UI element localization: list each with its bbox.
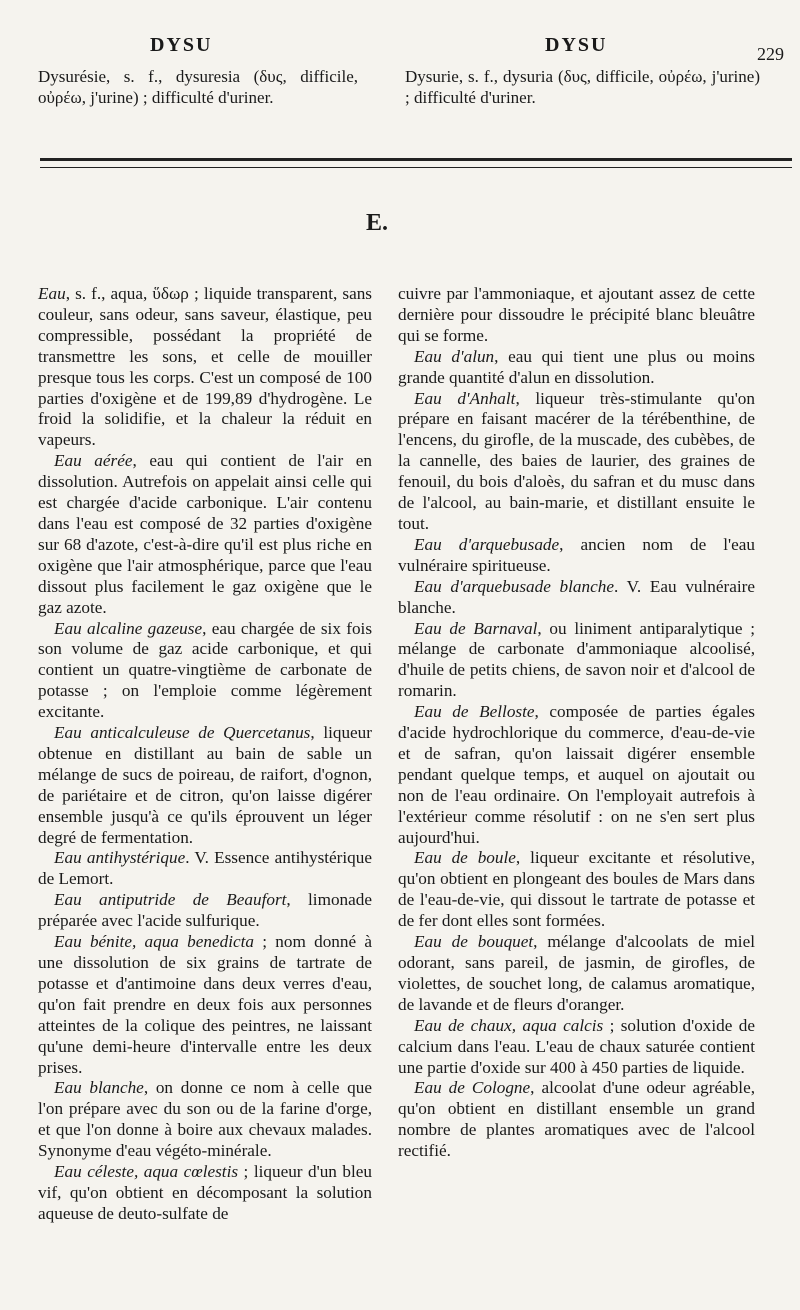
entry-text: , ancien nom de l'eau vulnéraire spiritueuse. xyxy=(398,534,755,575)
entry-headword: Eau antiputride de Beaufort xyxy=(54,890,287,910)
left-column xyxy=(38,284,372,1225)
entry-text: , eau qui tient une plus ou moins grande quantité d'alun en dissolution. xyxy=(398,346,755,387)
dictionary-entry xyxy=(38,848,372,890)
entry-headword: Eau de Belloste xyxy=(414,702,535,722)
entry-text: ; solution d'oxide de calcium dans l'eau. L'eau de chaux saturée contient une partie d'oxide sur 400 à 450 parties de liquide. xyxy=(398,1015,755,1077)
dictionary-entry xyxy=(398,347,755,389)
entry-text: ; liqueur d'un bleu vif, qu'on obtient en décomposant la solution aqueuse de deuto-sulfate de xyxy=(38,1162,372,1223)
dictionary-entry xyxy=(398,577,755,619)
dictionary-entry xyxy=(38,284,372,451)
section-letter: E. xyxy=(366,210,389,236)
dictionary-entry xyxy=(398,1078,755,1162)
entry-text: . V. Essence antihystérique de Lemort. xyxy=(38,848,372,889)
right-column xyxy=(398,284,755,1162)
entry-headword: Eau antihystérique xyxy=(54,848,186,868)
entry-headword: Eau aérée xyxy=(54,451,133,471)
entry-headword: Eau d'Anhalt xyxy=(414,388,516,408)
dictionary-entry xyxy=(38,723,372,848)
entry-text: , limonade préparée avec l'acide sulfurique. xyxy=(38,890,372,931)
entry-headword: Eau de boule xyxy=(414,848,516,868)
dictionary-entry xyxy=(38,1162,372,1225)
dictionary-entry xyxy=(398,619,755,703)
top-entry-left: Dysurésie, s. f., dysuresia (δυς, difficile, οὐρέω, j'urine) ; difficulté d'uriner. xyxy=(38,67,358,107)
dictionary-entry xyxy=(38,890,372,932)
entry-headword: Eau d'arquebusade xyxy=(414,534,560,554)
dictionary-entry xyxy=(398,848,755,932)
entry-text: , eau chargée de six fois son volume de gaz acide carbonique, et qui contient un quatre-vingtième de carbonate de potasse ; on l'emploie comme légèrement excitante. xyxy=(38,618,373,722)
entry-text: , liqueur très-stimulante qu'on prépare en faisant macérer de la térébenthine, de l'encens, du girofle, de la muscade, des cubèbes, de la cannelle, des baies de laurier, des graines de fenouil, du bois d'aloès, du safran et du musc dans de l'alcool, au bain-marie, et distillant ensuite le tout. xyxy=(398,388,755,533)
entry-text: , ou liniment antiparalytique ; mélange de carbonate d'ammoniaque alcoolisé, d'huile de petits chiens, de savon noir et d'alcool de romarin. xyxy=(398,618,755,701)
entry-headword: Eau d'arquebusade blanche xyxy=(414,576,614,596)
entry-headword: Eau d'alun xyxy=(414,346,495,366)
entry-text: , mélange d'alcoolats de miel odorant, sans pareil, de jasmin, de girofles, de violettes, de souchet long, de calamus aromatique, de lavande et de fleurs d'oranger. xyxy=(398,932,755,1014)
top-entry-right: Dysurie, s. f., dysuria (δυς, difficile, οὐρέω, j'urine) ; difficulté d'uriner. xyxy=(405,67,760,107)
entry-text: . V. Eau vulnéraire blanche. xyxy=(398,576,755,617)
entry-headword: Eau bénite, aqua benedicta xyxy=(54,932,254,952)
section-divider xyxy=(40,158,792,168)
dictionary-entry xyxy=(38,932,372,1078)
entry-headword: Eau céleste, aqua cœlestis xyxy=(54,1162,239,1182)
page-number: 229 xyxy=(757,44,784,64)
running-head-left: DYSU xyxy=(150,34,213,56)
entry-text: , composée de parties égales d'acide hydrochlorique du commerce, d'eau-de-vie et de safran, qu'on laissait digérer ensemble pendant quelque temps, et auquel on ajoutait ou non de l'eau ordinaire. On l'employait autrefois à l'extérieur comme résolutif : on ne s'en sert plus aujourd'hui. xyxy=(398,702,755,847)
entry-text: , liqueur obtenue en distillant au bain de sable un mélange de sucs de poireau, de raifort, d'ognon, de pariétaire et de citron, qu'on laisse digérer ensemble jusqu'à ce qu'ils éprouvent un léger degré de fermentation. xyxy=(38,723,373,847)
entry-headword: Eau anticalculeuse de Quercetanus xyxy=(54,723,311,743)
entry-text: , on donne ce nom à celle que l'on prépare avec du son ou de la farine d'orge, et que l'on donne à boire aux chevaux malades. Synonyme d'eau végéto-minérale. xyxy=(38,1078,372,1161)
running-head-right: DYSU xyxy=(545,34,608,56)
entry-headword: Eau alcaline gazeuse xyxy=(54,618,203,638)
dictionary-entry-continued xyxy=(398,284,755,347)
dictionary-entry xyxy=(398,535,755,577)
dictionary-entry xyxy=(398,932,755,1016)
entry-headword: Eau de bouquet xyxy=(414,932,534,952)
entry-text: , s. f., aqua, ὕδωρ ; liquide transparent, sans couleur, sans odeur, sans saveur, élastique, peu compressible, possédant la propriété de transmettre les sons, et celle de mouiller presque tous les corps. C'est un composé de 100 parties d'oxigène et de 199,89 d'hydrogène. Le froid la solidifie, et la chaleur la réduit en vapeurs. xyxy=(38,284,372,450)
entry-headword: Eau blanche xyxy=(54,1078,144,1098)
dictionary-entry xyxy=(398,389,755,535)
entry-headword: Eau de Barnaval xyxy=(414,618,538,638)
entry-headword: Eau xyxy=(38,284,66,303)
dictionary-entry xyxy=(398,702,755,848)
entry-text: cuivre par l'ammoniaque, et ajoutant assez de cette dernière pour dissoudre le précipité blanc bleuâtre qui se forme. xyxy=(398,284,755,345)
entry-text: ; nom donné à une dissolution de six grains de tartrate de potasse et d'antimoine dans deux verres d'eau, qu'on fait prendre en deux fois aux personnes atteintes de la colique des peintres, ne laissant qu'une demi-heure d'intervalle entre les deux prises. xyxy=(38,932,372,1077)
entry-text: , alcoolat d'une odeur agréable, qu'on obtient en distillant ensemble un grand nombre de plantes aromatiques avec de l'alcool rectifié. xyxy=(398,1078,755,1161)
dictionary-entry xyxy=(398,1016,755,1079)
entry-headword: Eau de chaux, aqua calcis xyxy=(414,1015,604,1035)
entry-headword: Eau de Cologne xyxy=(414,1078,531,1098)
dictionary-entry xyxy=(38,1078,372,1162)
dictionary-entry xyxy=(38,619,372,724)
entry-text: , eau qui contient de l'air en dissolution. Autrefois on appelait ainsi celle qui est chargée d'acide carbonique. L'air contenu dans l'eau est composé de 32 parties d'oxigène sur 68 d'azote, c'est-à-dire qu'il est plus riche en oxigène que l'air atmosphérique, parce que l'eau dissout plus facilement le gaz oxigène que le gaz azote. xyxy=(38,451,373,617)
entry-text: , liqueur excitante et résolutive, qu'on obtient en plongeant des boules de Mars dans de l'eau-de-vie, qui dissout le tartrate de potasse et de fer dont elles sont formées. xyxy=(398,848,755,931)
dictionary-entry xyxy=(38,451,372,618)
